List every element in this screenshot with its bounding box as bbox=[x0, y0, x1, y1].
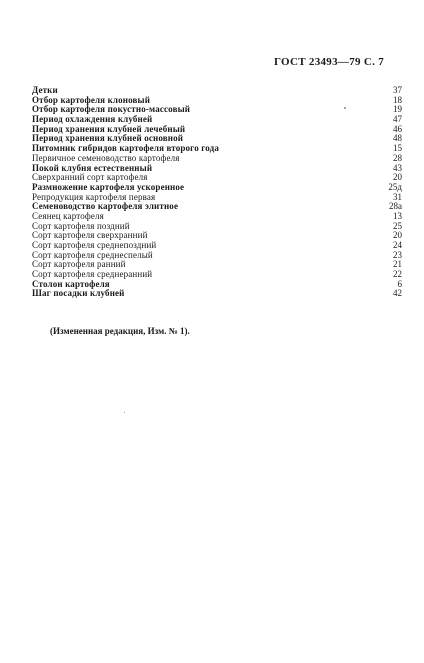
entry-page: 25д bbox=[388, 181, 402, 192]
entry-page: 28а bbox=[389, 201, 402, 212]
entry-term: Шаг посадки клубней bbox=[32, 288, 125, 299]
entry-term: Сорт картофеля сверхранний bbox=[32, 230, 148, 241]
entry-term: Питомник гибридов картофеля второго года bbox=[32, 143, 219, 154]
entry-page: 6 bbox=[397, 278, 402, 289]
term-index bbox=[32, 86, 402, 299]
scan-speck bbox=[344, 107, 346, 109]
entry-page: 18 bbox=[393, 94, 402, 105]
entry-page: 24 bbox=[393, 240, 402, 250]
entry-term: Сеянец картофеля bbox=[32, 210, 104, 221]
entry-term: Период хранения клубней основной bbox=[32, 133, 184, 144]
entry-term: Сорт картофеля поздний bbox=[32, 220, 130, 231]
entry-page: 43 bbox=[393, 162, 402, 173]
index-entry bbox=[32, 289, 402, 299]
entry-term: Отбор картофеля покустно-массовый bbox=[32, 104, 191, 115]
entry-page: 15 bbox=[393, 143, 402, 154]
entry-page: 47 bbox=[393, 114, 402, 125]
entry-page: 21 bbox=[393, 259, 402, 270]
entry-term: Репродукция картофеля первая bbox=[32, 191, 156, 202]
entry-page: 42 bbox=[393, 288, 402, 299]
entry-term: Отбор картофеля клоновый bbox=[32, 94, 151, 105]
entry-term: Период охлаждения клубней bbox=[32, 114, 153, 125]
entry-page: 37 bbox=[393, 85, 402, 95]
entry-term: Первичное семеноводство картофеля bbox=[32, 152, 180, 163]
entry-term: Сорт картофеля ранний bbox=[32, 259, 126, 270]
entry-page: 22 bbox=[393, 269, 402, 280]
entry-term: Сверхранний сорт картофеля bbox=[32, 172, 148, 183]
entry-page: 19 bbox=[393, 104, 402, 115]
entry-term: Детки bbox=[32, 85, 58, 95]
entry-term: Размножение картофеля ускоренное bbox=[32, 181, 185, 192]
entry-page: 46 bbox=[393, 123, 402, 134]
entry-term: Сорт картофеля среднепоздний bbox=[32, 240, 157, 250]
entry-page: 31 bbox=[393, 191, 402, 202]
entry-term: Сорт картофеля среднеспелый bbox=[32, 249, 153, 260]
entry-term: Столон картофеля bbox=[32, 278, 110, 289]
entry-page: 20 bbox=[393, 230, 402, 241]
scan-speck bbox=[124, 412, 125, 413]
entry-page: 20 bbox=[393, 172, 402, 183]
entry-page: 28 bbox=[393, 152, 402, 163]
entry-term: Сорт картофеля среднеранний bbox=[32, 269, 153, 280]
entry-term: Семеноводство картофеля элитное bbox=[32, 201, 179, 212]
entry-page: 23 bbox=[393, 249, 402, 260]
amendment-note: (Измененная редакция, Изм. № 1). bbox=[50, 326, 190, 336]
entry-page: 48 bbox=[393, 133, 402, 144]
entry-term: Покой клубня естественный bbox=[32, 162, 153, 173]
page-header: ГОСТ 23493—79 С. 7 bbox=[273, 56, 384, 68]
entry-page: 13 bbox=[393, 210, 402, 221]
entry-term: Период хранения клубней лечебный bbox=[32, 123, 186, 134]
entry-page: 25 bbox=[393, 220, 402, 231]
